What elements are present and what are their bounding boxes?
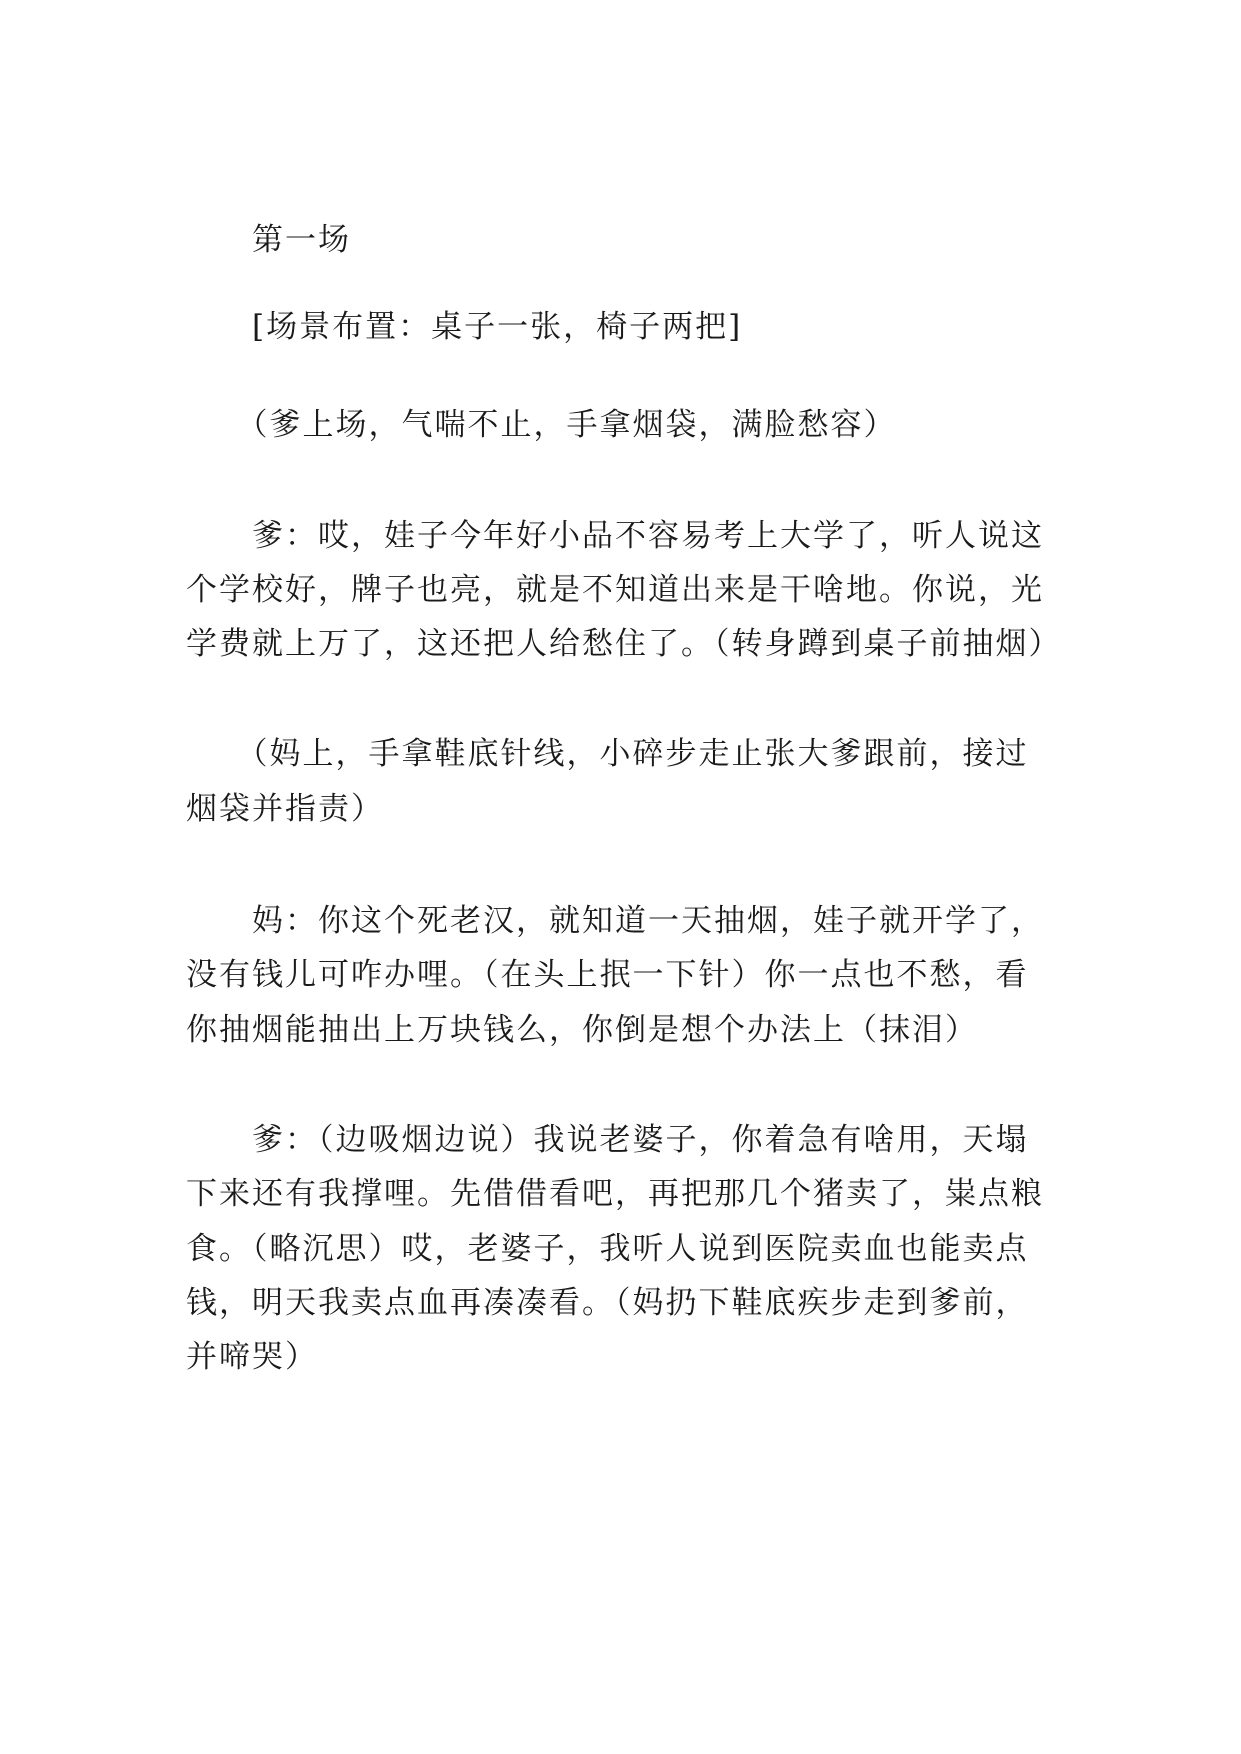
dialogue-line: 下来还有我撑哩。先借借看吧，再把那几个猪卖了，粜点粮 <box>186 1176 1044 1212</box>
dialogue-line: 没有钱儿可咋办哩。（在头上抿一下针）你一点也不愁，看 <box>186 957 1029 993</box>
scene-heading: 第一场 <box>186 222 351 258</box>
dialogue-line: 个学校好，牌子也亮，就是不知道出来是干啥地。你说，光 <box>186 572 1044 608</box>
dialogue-line: 食。（略沉思）哎，老婆子，我听人说到医院卖血也能卖点 <box>186 1231 1029 1267</box>
dialogue-line: 钱，明天我卖点血再凑凑看。（妈扔下鞋底疾步走到爹前， <box>186 1285 1029 1321</box>
stage-direction: （爹上场，气喘不止，手拿烟袋，满脸愁容） <box>186 407 897 443</box>
dialogue-line: 学费就上万了，这还把人给愁住了。（转身蹲到桌子前抽烟） <box>186 626 1062 662</box>
dialogue-line: 妈：你这个死老汉，就知道一天抽烟，娃子就开学了， <box>186 903 1044 939</box>
dialogue-line: 爹：（边吸烟边说）我说老婆子，你着急有啥用，天塌 <box>186 1122 1029 1158</box>
stage-direction: （妈上，手拿鞋底针线，小碎步走止张大爹跟前，接过 <box>186 736 1029 772</box>
dialogue-line: 爹：哎，娃子今年好小品不容易考上大学了，听人说这 <box>186 518 1044 554</box>
dialogue-line: 你抽烟能抽出上万块钱么，你倒是想个办法上（抹泪） <box>186 1012 978 1048</box>
dialogue-line: 并啼哭） <box>186 1339 318 1375</box>
stage-setting: [场景布置：桌子一张，椅子两把] <box>186 309 743 345</box>
stage-direction: 烟袋并指责） <box>186 791 384 827</box>
